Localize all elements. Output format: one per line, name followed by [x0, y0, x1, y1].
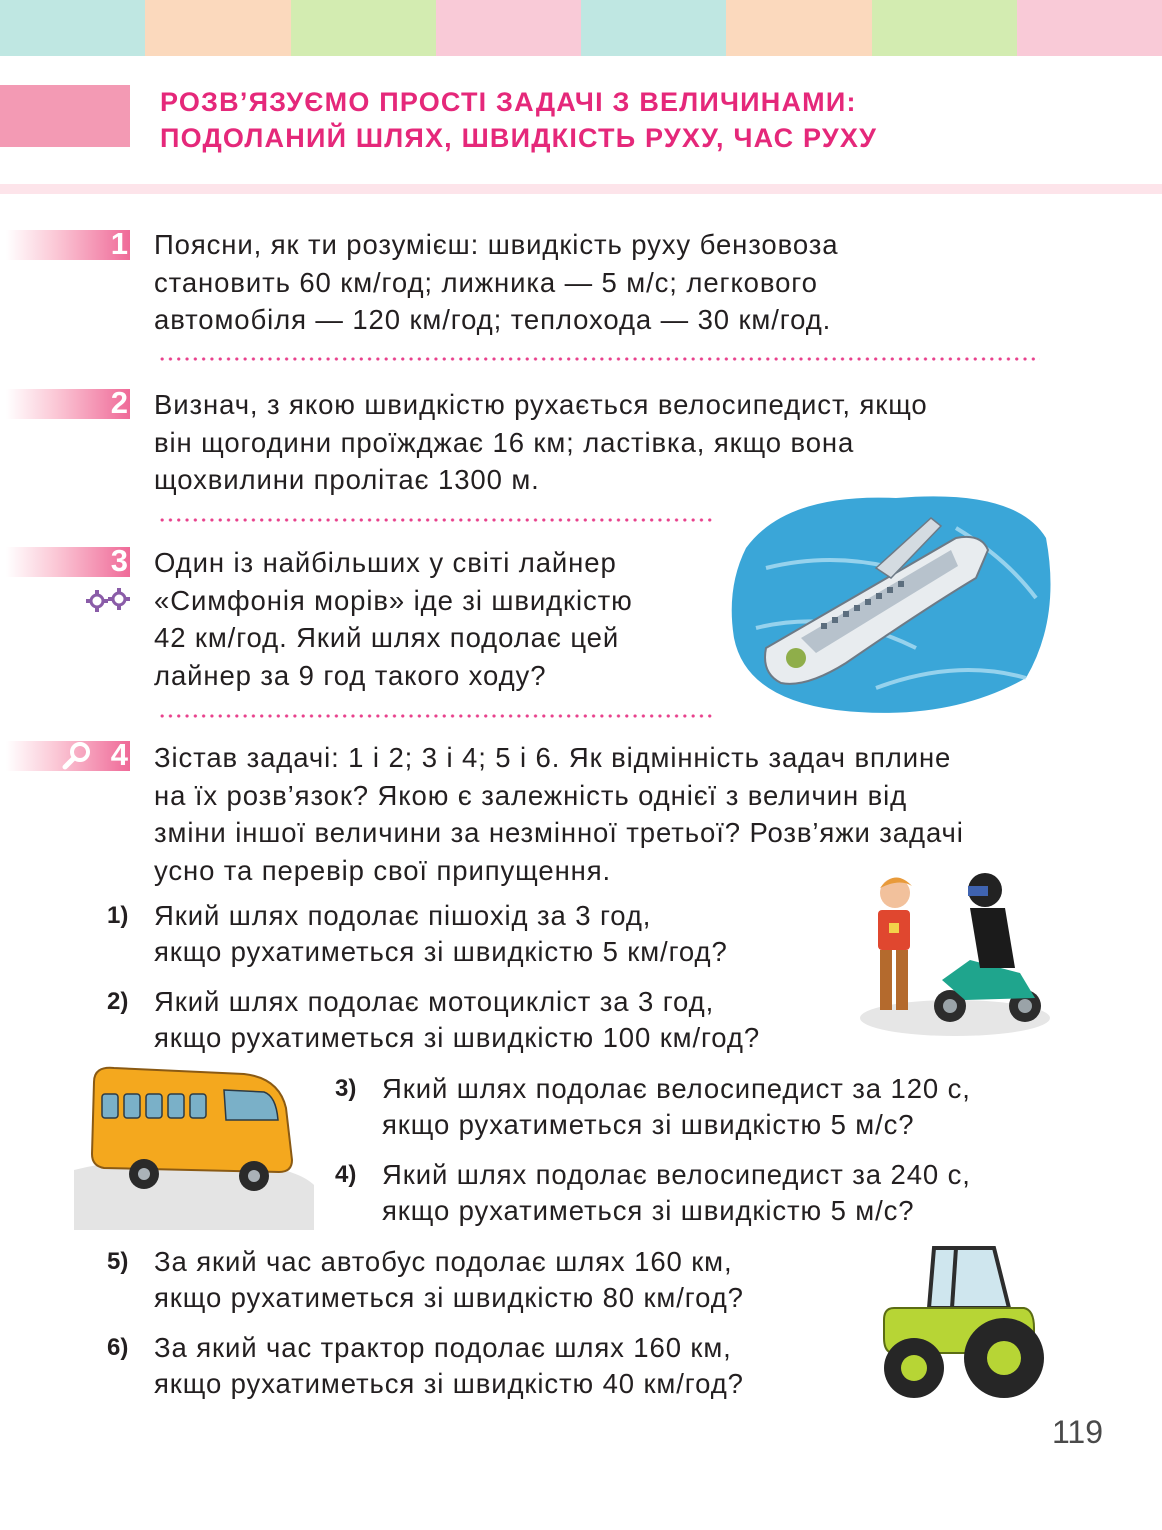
- subtask-label: 5): [107, 1248, 129, 1275]
- subtask-line: якщо рухатиметься зі швидкістю 80 км/год?: [154, 1282, 744, 1313]
- gears-icon: [86, 588, 132, 612]
- subtask-text: [154, 984, 760, 1056]
- subtask-line: Який шлях подолає велосипедист за 240 с,: [382, 1159, 971, 1190]
- subtask-line: якщо рухатиметься зі швидкістю 100 км/год?: [154, 1022, 761, 1053]
- subtask-text: [382, 1071, 971, 1143]
- task-number: 2: [110, 385, 128, 420]
- task-number-marker: [6, 226, 130, 261]
- strip-segment: [872, 0, 1017, 56]
- task-line: Поясни, як ти розумієш: швидкість руху бензовоза: [154, 229, 839, 260]
- subtask-text: [154, 1330, 744, 1402]
- strip-segment: [726, 0, 871, 56]
- subtask-text: [154, 1244, 744, 1316]
- task-line: усно та перевір свої припущення.: [154, 854, 612, 886]
- task-line: Визнач, з якою швидкістю рухається велосипедист, якщо: [154, 389, 928, 420]
- strip-segment: [581, 0, 726, 56]
- subtask-label: 4): [335, 1161, 357, 1188]
- answer-dotted-line: [158, 357, 1040, 361]
- subtask-label: 2): [107, 988, 129, 1015]
- subtask-line: якщо рухатиметься зі швидкістю 40 км/год?: [154, 1368, 744, 1399]
- answer-dotted-line: [158, 714, 714, 718]
- boy-and-motorcyclist-illustration: [850, 868, 1050, 1038]
- task-line: автомобіля — 120 км/год; теплохода — 30 км/год.: [154, 304, 832, 335]
- task-line: «Симфонія морів» іде зі швидкістю: [154, 584, 633, 616]
- subtask-line: якщо рухатиметься зі швидкістю 5 м/с?: [382, 1109, 915, 1140]
- task-line: Зістав задачі: 1 і 2; 3 і 4; 5 і 6. Як відмінність задач вплине: [154, 742, 952, 773]
- strip-segment: [436, 0, 581, 56]
- task-line: лайнер за 9 год такого ходу?: [154, 659, 547, 691]
- school-bus-illustration: [74, 1060, 314, 1230]
- task-line: він щогодини проїжджає 16 км; ластівка, якщо вона: [154, 426, 855, 458]
- page-title: [160, 84, 1140, 156]
- tractor-illustration: [874, 1238, 1044, 1408]
- subtask-line: За який час трактор подолає шлях 160 км,: [154, 1332, 732, 1363]
- task-number-marker: [6, 385, 130, 420]
- strip-segment: [1017, 0, 1162, 56]
- strip-segment: [291, 0, 436, 56]
- cruise-ship-illustration: [726, 488, 1056, 718]
- title-line: РОЗВ’ЯЗУЄМО ПРОСТІ ЗАДАЧІ З ВЕЛИЧИНАМИ:: [160, 87, 857, 117]
- task-line: становить 60 км/год; лижника — 5 м/с; легкового: [154, 266, 818, 298]
- task-number-marker: [6, 543, 130, 578]
- subtask-line: Який шлях подолає велосипедист за 120 с,: [382, 1073, 971, 1104]
- page-number: 119: [1052, 1414, 1104, 1450]
- task-line: щохвилини пролітає 1300 м.: [154, 464, 540, 495]
- subtask-line: За який час автобус подолає шлях 160 км,: [154, 1246, 733, 1277]
- task-number: 3: [110, 543, 128, 578]
- subtask-line: Який шлях подолає мотоцикліст за 3 год,: [154, 986, 715, 1017]
- task-line: Один із найбільших у світі лайнер: [154, 547, 617, 578]
- task-4-text: [154, 739, 964, 889]
- task-number: 1: [110, 226, 128, 261]
- subtask-line: якщо рухатиметься зі швидкістю 5 км/год?: [154, 936, 728, 967]
- subtask-text: [382, 1157, 971, 1229]
- task-line: на їх розв’язок? Якою є залежність однієї з величин від: [154, 779, 908, 811]
- strip-segment: [0, 0, 145, 56]
- title-divider: [0, 184, 1162, 194]
- title-color-block: [0, 85, 130, 147]
- magnifier-icon: [62, 740, 92, 770]
- task-2-text: [154, 386, 928, 499]
- subtask-label: 6): [107, 1334, 129, 1361]
- task-3-text: [154, 544, 633, 694]
- subtask-label: 1): [107, 902, 129, 929]
- answer-dotted-line: [158, 518, 714, 522]
- subtask-text: [154, 898, 728, 970]
- task-number: 4: [110, 737, 128, 772]
- title-line: ПОДОЛАНИЙ ШЛЯХ, ШВИДКІСТЬ РУХУ, ЧАС РУХУ: [160, 123, 878, 153]
- top-color-strip: [0, 0, 1162, 56]
- task-1-text: [154, 226, 838, 339]
- subtask-line: Який шлях подолає пішохід за 3 год,: [154, 900, 652, 931]
- strip-segment: [145, 0, 290, 56]
- task-line: зміни іншої величини за незмінної третьої? Розв’яжи задачі: [154, 817, 964, 848]
- task-line: 42 км/год. Який шлях подолає цей: [154, 622, 620, 653]
- subtask-line: якщо рухатиметься зі швидкістю 5 м/с?: [382, 1195, 915, 1226]
- subtask-label: 3): [335, 1075, 357, 1102]
